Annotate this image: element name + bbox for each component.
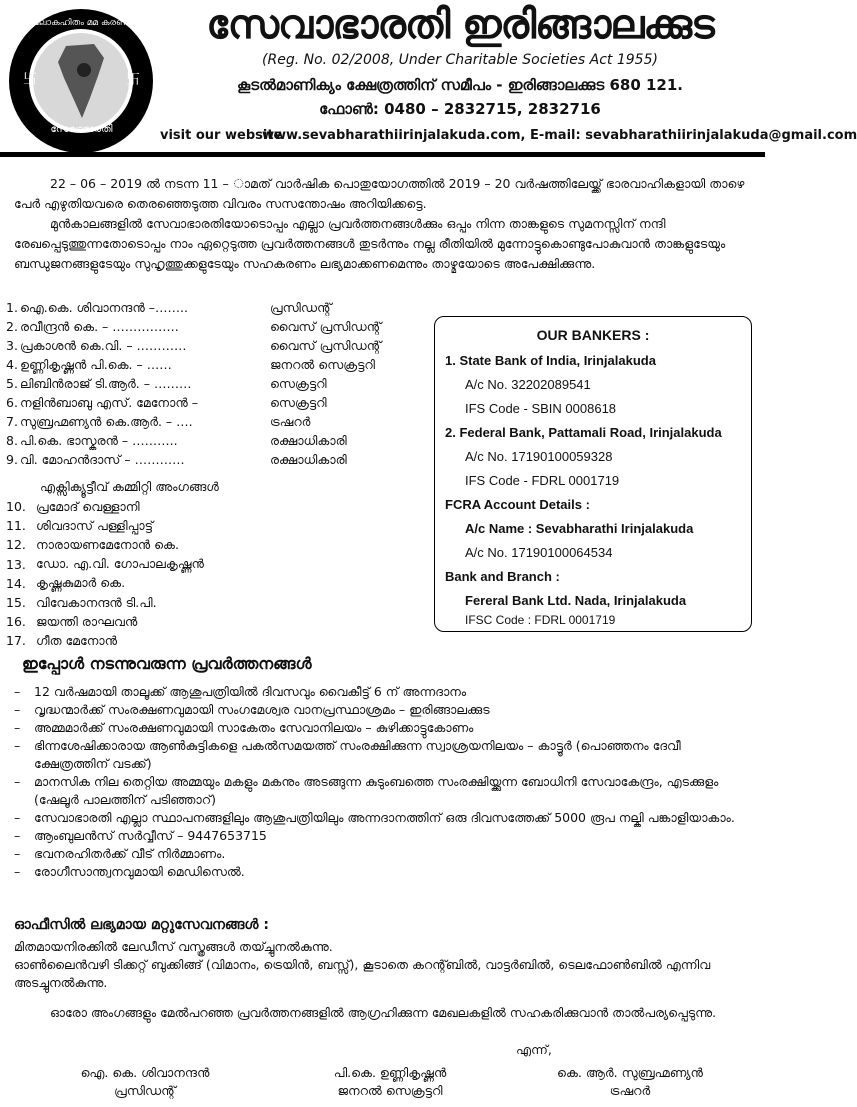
signatory-role: പ്രസിഡന്റ് bbox=[114, 1083, 176, 1098]
signatory-general-secretary bbox=[300, 1064, 480, 1100]
address-line: കൂടൽമാണിക്യം ക്ഷേത്രത്തിന് സമീപം - ഇരിങ്ങാലക്കുട 680 121. bbox=[236, 76, 684, 94]
signatory-name: കെ. ആർ. സുബ്രഹ്മണ്യൻ bbox=[557, 1065, 703, 1080]
signatory-name: ഐ. കെ. ശിവാനന്ദൻ bbox=[80, 1065, 210, 1080]
visit-website-label: visit our website bbox=[160, 128, 283, 143]
executive-row: 14. കൃഷ്ണകുമാർ കെ. bbox=[6, 575, 126, 591]
bank1-name: 1. State Bank of India, Irinjalakuda bbox=[445, 353, 656, 368]
officers-list bbox=[6, 298, 426, 469]
executive-row: 12. നാരായണമേനോൻ കെ. bbox=[6, 536, 179, 553]
activity-item: – ഭിന്നശേഷിക്കാരായ ആൺകുട്ടികളെ പകൽസമയത്ത് സംരക്ഷിക്കുന്ന സ്വാശ്രയനിലയം – കാട്ടൂർ (പൊഞ്ഞനം ദേവീ ക്ഷേത്രത്തിന് വടക്ക്) bbox=[14, 738, 681, 771]
officer-row: 5. ലിബിൻരാജ് ടി.ആർ. – ……… സെക്രട്ടറി bbox=[6, 375, 327, 391]
bank2-ifsc: IFS Code - FDRL 0001719 bbox=[465, 473, 620, 488]
officer-row: 8. പി.കെ. ഭാസ്കരൻ – ……….. രക്ഷാധികാരി bbox=[6, 432, 347, 448]
org-title: സേവാഭാരതി ഇരിങ്ങാലക്കുട bbox=[206, 2, 714, 48]
other-service-line-2: ഓൺലൈൻവഴി ടിക്കറ്റ് ബുക്കിങ്ങ് (വിമാനം, ട്രെയിൻ, ബസ്സ്), കൂടാതെ കറന്റ്ബിൽ, വാട്ടർബിൽ, ടെലഫോൺബിൽ എന്നിവ അടച്ചുനൽകുന്നു. bbox=[14, 957, 711, 990]
registration-line: (Reg. No. 02/2008, Under Charitable Societies Act 1955) bbox=[262, 52, 658, 68]
officer-row: 7. സുബ്രഹ്മണ്യൻ കെ.ആർ. – …. ട്രഷറർ bbox=[6, 413, 311, 429]
fcra-account-name: A/c Name : Sevabharathi Irinjalakuda bbox=[465, 521, 694, 536]
activity-item: – 12 വർഷമായി താലൂക്ക് ആശുപത്രിയിൽ ദിവസവും വൈകീട്ട് 6 ന് അന്നദാനം bbox=[14, 684, 467, 699]
activity-item: – ആംബുലൻസ് സർവ്വീസ് – 9447653715 bbox=[14, 828, 267, 843]
signoff: എന്ന്, bbox=[516, 1042, 552, 1057]
other-services bbox=[14, 938, 752, 992]
other-service-line-1: മിതമായനിരക്കിൽ ലേഡീസ് വസ്ത്രങ്ങൾ തയ്ച്ചുനൽകുന്നു. bbox=[14, 939, 333, 954]
phone-line: ഫോൺ: 0480 – 2832715, 2832716 bbox=[319, 100, 601, 118]
signatory-president bbox=[60, 1064, 230, 1100]
svg-text:卐: 卐 bbox=[126, 72, 140, 88]
activities-list bbox=[14, 683, 752, 881]
executive-row: 15. വിവേകാനന്ദൻ ടി.പി. bbox=[6, 594, 157, 611]
fcra-heading: FCRA Account Details : bbox=[445, 497, 590, 512]
officer-row: 1. ഐ.കെ. ശിവാനന്ദൻ –…….. പ്രസിഡന്റ് bbox=[6, 299, 332, 315]
svg-text:卐: 卐 bbox=[23, 72, 37, 88]
website-email-line[interactable]: www.sevabharathiirinjalakuda.com, E-mail: sevabharathiirinjalakuda@gmail.com bbox=[262, 128, 857, 143]
officer-row: 6. നളിൻബാബു എസ്. മേനോൻ – സെക്രട്ടറി bbox=[6, 394, 327, 410]
executive-committee-heading: എക്സിക്യൂട്ടീവ് കമ്മിറ്റി അംഗങ്ങൾ bbox=[40, 479, 219, 494]
executive-row: 16. ജയന്തി രാഘവൻ bbox=[6, 613, 138, 630]
signatory-role: ജനറൽ സെക്രട്ടറി bbox=[337, 1083, 443, 1098]
activity-item: – സേവാഭാരതി എല്ലാ സ്ഥാപനങ്ങളിലും ആശുപത്രിയിലും അന്നദാനത്തിന് ഒരു ദിവസത്തേക്ക് 5000 രൂപ നല്കി പങ്കാളിയാകാം. bbox=[14, 810, 735, 825]
bank1-ifsc: IFS Code - SBIN 0008618 bbox=[465, 401, 617, 416]
intro-paragraph-1: 22 – 06 – 2019 ൽ നടന്ന 11 – ാമത് വാർഷിക പൊതുയോഗത്തിൽ 2019 – 20 വർഷത്തിലേയ്ക്ക് ഭാരവാഹികളായി താഴെ പേർ എഴുതിയവരെ തെരഞ്ഞെടുത്ത വിവരം സസന്തോഷം അറിയിക്കട്ടെ. bbox=[14, 176, 745, 211]
executive-row: 17. ഗീത മേനോൻ bbox=[6, 632, 118, 649]
other-services-heading: ഓഫീസിൽ ലഭ്യമായ മറ്റുസേവനങ്ങൾ : bbox=[14, 917, 269, 933]
officer-row: 2. രവീന്ദ്രൻ കെ. – ……………. വൈസ് പ്രസിഡന്റ് bbox=[6, 318, 382, 334]
branch-name: Fereral Bank Ltd. Nada, Irinjalakuda bbox=[465, 593, 687, 608]
activity-item: – മാനസിക നില തെറ്റിയ അമ്മയും മകളും മകനും അടങ്ങുന്ന കുടുംബത്തെ സംരക്ഷിയ്ക്കുന്ന ബോധിനി സേവാകേന്ദ്രം, എടക്കുളം (ഷേലൂർ പാലത്തിന് പടിഞ്ഞാറ്) bbox=[14, 774, 719, 807]
logo-caption: സേവാഭാരതി bbox=[50, 124, 113, 135]
branch-heading: Bank and Branch : bbox=[445, 569, 560, 584]
fcra-account-number: A/c No. 17190100064534 bbox=[465, 545, 613, 560]
bank2-name: 2. Federal Bank, Pattamali Road, Irinjalakuda bbox=[445, 425, 722, 440]
officer-row: 9. വി. മോഹൻദാസ് – ………… രക്ഷാധികാരി bbox=[6, 451, 347, 467]
officer-row: 3. പ്രകാശൻ കെ.വി. – ………… വൈസ് പ്രസിഡന്റ് bbox=[6, 337, 382, 353]
bank2-account: A/c No. 17190100059328 bbox=[465, 449, 613, 464]
executive-row: 10. പ്രമോദ് വെള്ളാനി bbox=[6, 498, 140, 515]
closing-paragraph: ഓരോ അംഗങ്ങളും മേൽപറഞ്ഞ പ്രവർത്തനങ്ങളിൽ ആഗ്രഹിക്കുന്ന മേഖലകളിൽ സഹകരിക്കുവാൻ താൽപര്യപ്പെടുന്നു. bbox=[50, 1005, 717, 1020]
officer-row: 4. ഉണ്ണികൃഷ്ണൻ പി.കെ. – …… ജനറൽ സെക്രട്ടറി bbox=[6, 356, 375, 372]
executive-row: 11. ശിവദാസ് പള്ളിപ്പാട്ട് bbox=[6, 517, 154, 534]
activity-item: – വൃദ്ധന്മാർക്ക് സംരക്ഷണവുമായി സംഗമേശ്വര വാനപ്രസ്ഥാശ്രമം – ഇരിങ്ങാലക്കുട bbox=[14, 702, 490, 717]
signatory-role: ട്രഷറർ bbox=[609, 1083, 651, 1098]
bankers-box bbox=[434, 316, 752, 632]
activity-item: – രോഗീസാന്ത്വനവുമായി മെഡിസെൽ. bbox=[14, 864, 245, 879]
bank1-account: A/c No. 32202089541 bbox=[465, 377, 591, 392]
logo-motto: ലോകഹിതം മമ കരണീയം bbox=[34, 18, 143, 28]
branch-ifsc: IFSC Code : FDRL 0001719 bbox=[465, 613, 616, 627]
activities-heading: ഇപ്പോൾ നടന്നുവരുന്ന പ്രവർത്തനങ്ങൾ bbox=[22, 654, 312, 673]
executive-row: 13. ഡോ. എ.വി. ഗോപാലകൃഷ്ണൻ bbox=[6, 556, 204, 572]
bankers-heading: OUR BANKERS : bbox=[536, 327, 650, 343]
header-divider bbox=[0, 152, 765, 157]
executive-list bbox=[6, 497, 426, 651]
signatory-treasurer bbox=[530, 1064, 730, 1100]
activity-item: – ഭവനരഹിതർക്ക് വീട് നിർമ്മാണം. bbox=[14, 846, 226, 861]
activity-item: – അമ്മമാർക്ക് സംരക്ഷണവുമായി സാകേതം സേവാനിലയം – കുഴിക്കാട്ടുകോണം bbox=[14, 720, 474, 735]
signatory-name: പി.കെ. ഉണ്ണികൃഷ്ണൻ bbox=[333, 1065, 447, 1080]
intro-paragraph-2: മുൻകാലങ്ങളിൽ സേവാഭാരതിയോടൊപ്പം എല്ലാ പ്രവർത്തനങ്ങൾക്കും ഒപ്പം നിന്ന താങ്കളുടെ സുമനസ്സിന് നന്ദി രേഖപ്പെടുത്തുന്നതോടൊപ്പം നാം ഏറ്റെടുത്ത പ്രവർത്തനങ്ങൾ തുടർന്നും നല്ല രീതിയിൽ മുന്നോട്ടുകൊണ്ടുപോകുവാൻ താങ്കളുടേയും ബന്ധുജനങ്ങളുടേയും സുഹൃത്തുക്കളുടേയും സഹകരണം ലഭ്യമാക്കണമെന്നും താഴ്മയോടെ അപേക്ഷിക്കുന്നു. bbox=[14, 216, 726, 271]
